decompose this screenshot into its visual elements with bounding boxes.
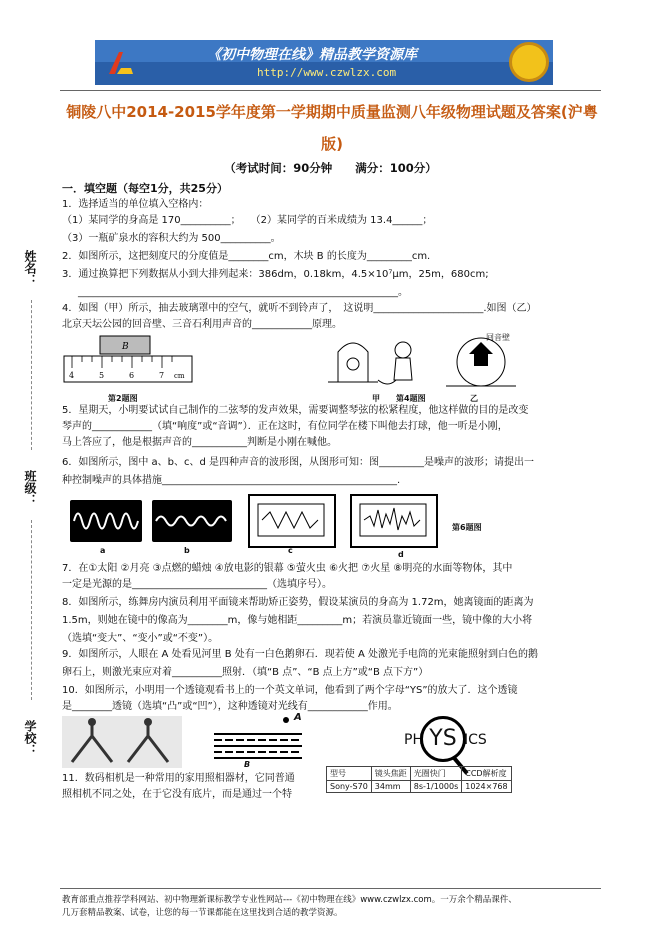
figure-caption: 第2题图	[108, 394, 138, 403]
question-text: 9．如图所示，人眼在 A 处看见河里 B 处有一白色鹅卵石．现若使 A 处激光手电筒的光束能照射到白色的鹅	[62, 649, 538, 660]
footer-rule	[60, 888, 601, 889]
echo-wall-figure	[436, 330, 526, 390]
ruler-tick-label: 4	[69, 371, 75, 380]
question-text: 1.5m，则她在镜中的像高为________m，像与她相距_________m；若演员靠近镜面一些，镜中像的大小将	[62, 615, 533, 626]
table-cell: 8s-1/1000s	[410, 781, 461, 793]
table-cell: 34mm	[371, 781, 410, 793]
ruler-tick-label: cm	[174, 372, 185, 380]
table-header-cell: 镜头焦距	[371, 767, 410, 781]
point-b-label: B	[244, 760, 251, 769]
question-text: （1）某同学的身高是 170__________； （2）某同学的百米成绩为 13.4______；	[62, 215, 433, 226]
echo-wall-label: 回音壁	[486, 333, 510, 342]
header-rule	[60, 90, 601, 91]
table-header-cell: CCD解析度	[462, 767, 511, 781]
question-text: （3）一瓶矿泉水的容积大约为 500__________。	[62, 233, 281, 244]
waveform-a	[70, 500, 142, 542]
figure-caption: 第4题图	[396, 394, 426, 403]
waveform-d	[350, 494, 438, 548]
side-divider	[31, 300, 32, 450]
waveform-label: a	[100, 546, 106, 555]
question-text: 照相机不同之处，在于它没有底片，而是通过一个特	[62, 789, 292, 800]
magnifier-lens: YS	[420, 716, 466, 762]
question-text: 11．数码相机是一种常用的家用照相器材，它同普通	[62, 773, 295, 784]
waveform-b	[152, 500, 232, 542]
question-text: 7．在①太阳 ②月亮 ③点燃的蜡烛 ④放电影的银幕 ⑤萤火虫 ⑥火把 ⑦火星 ⑧明亮的水面等物体，其中	[62, 563, 513, 574]
exam-info: （考试时间：90分钟 满分：100分）	[224, 161, 437, 175]
question-text: 一定是光源的是___________________________（选填序号）。	[62, 579, 332, 590]
question-text: 卵石上，则激光束应对着__________照射．（填“B 点”、“B 点上方”或“B 点下方”）	[62, 667, 429, 678]
page-title: 铜陵八中2014-2015学年度第一学期期中质量监测八年级物理试题及答案(沪粤版)	[66, 103, 598, 153]
waveform-label: c	[288, 546, 293, 555]
footer	[62, 894, 622, 920]
footer-line: 教育部重点推荐学科网站、初中物理新课标教学专业性网站---《初中物理在线》www.czwlzx.com。一万余个精品课件、	[62, 895, 517, 905]
question-text: ________________________________________________________________。	[78, 287, 408, 298]
class-label: 班级：	[23, 470, 37, 506]
question-text: 8．如图所示，练舞房内演员利用平面镜来帮助矫正姿势，假设某演员的身高为 1.72m，她离镜面的距离为	[62, 597, 534, 608]
name-label: 姓名：	[23, 250, 37, 286]
table-header-cell: 型号	[327, 767, 372, 781]
figure-label-yi: 乙	[470, 394, 478, 403]
waveform-label: b	[184, 546, 190, 555]
sunflower-icon	[509, 42, 549, 82]
table-cell: Sony-S70	[327, 781, 372, 793]
site-banner	[95, 40, 553, 85]
bell-jar-figure	[318, 332, 438, 392]
question-text: 5．星期天，小明要试试自己制作的二弦琴的发声效果，需要调整琴弦的松紧程度，他这样做的目的是改变	[62, 405, 529, 416]
question-text: 4．如图（甲）所示，抽去玻璃罩中的空气，就听不到铃声了， 这说明______________________.如图（乙）	[62, 303, 537, 314]
side-divider	[31, 520, 32, 700]
table-header-cell: 光圈快门	[410, 767, 461, 781]
physics-word-left: PH	[404, 732, 423, 748]
ruler-tick-label: 6	[129, 371, 135, 380]
physics-word-right: ICS	[464, 732, 487, 748]
site-logo-icon	[103, 46, 137, 80]
table-header-row	[327, 767, 512, 781]
ruler-tick-label: 7	[159, 371, 165, 380]
camera-spec-table	[326, 766, 512, 793]
ruler-figure	[62, 334, 194, 386]
question-text: 马上答应了，他是根据声音的___________判断是小刚在喊他。	[62, 437, 337, 448]
question-text: 10．如图所示，小明用一个透镜观看书上的一个英文单词，他看到了两个字母“YS”的放大了．这个透镜	[62, 685, 518, 696]
figure-caption: 第6题图	[452, 523, 482, 532]
point-a-label: A	[294, 712, 302, 723]
figure-label-jia: 甲	[372, 394, 380, 403]
question-text: 1．选择适当的单位填入空格内：	[62, 199, 209, 210]
question-text: 2．如图所示，这把刻度尺的分度值是________cm，木块 B 的长度为_________cm.	[62, 251, 431, 262]
question-text: 北京天坛公园的回音壁、三音石利用声音的____________原理。	[62, 319, 342, 330]
dancers-image	[62, 716, 182, 768]
river-figure	[208, 712, 308, 768]
table-row	[327, 781, 512, 793]
question-text: 种控制噪声的具体措施_______________________________________________.	[62, 475, 401, 486]
banner-url[interactable]: http://www.czwlzx.com	[257, 66, 397, 79]
waveform-label: d	[398, 550, 404, 559]
question-text: 3．通过换算把下列数据从小到大排列起来：386dm，0.18km，4.5×10⁷μm，25m，680cm;	[62, 269, 489, 280]
ruler-block-label: B	[122, 342, 129, 352]
question-text: 6．如图所示，图中 a、b、c、d 是四种声音的波形图，从图形可知：图_________是噪声的波形；请提出一	[62, 457, 535, 468]
question-text: （选填“变大”、“变小”或“不变”）。	[62, 633, 219, 644]
footer-line: 几万套精品教案、试卷，让您的每一节课都能在这里找到合适的教学资源。	[62, 908, 343, 918]
table-cell: 1024×768	[462, 781, 511, 793]
question-text: 是________透镜（选填“凸”或“凹”），这种透镜对光线有____________作用。	[62, 701, 398, 712]
question-text: 琴声的____________（填“响度”或“音调”）．正在这时，有位同学在楼下叫他去打球，他一听是小刚，	[62, 421, 508, 432]
waveform-c	[248, 494, 336, 548]
ruler-tick-label: 5	[99, 371, 105, 380]
section-heading: 一．填空题（每空1分，共25分）	[62, 182, 228, 195]
banner-title: 《初中物理在线》精品教学资源库	[207, 47, 417, 63]
school-label: 学校：	[23, 720, 37, 756]
